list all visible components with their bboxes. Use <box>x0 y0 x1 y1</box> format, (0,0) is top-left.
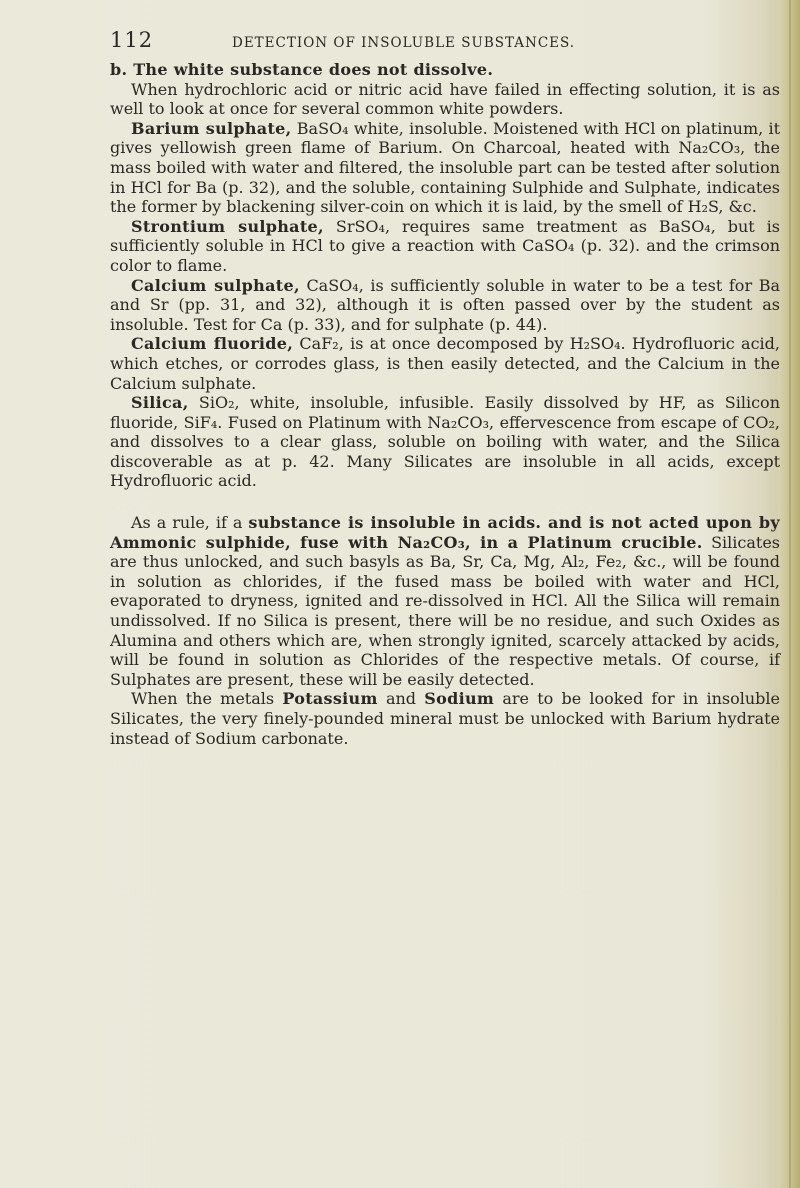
closing-paragraph <box>110 689 780 748</box>
substance-text: BaSO₄ white, insoluble. Moistened with HCl on platinum, it gives yellowish green flame of Barium. On Charcoal, heated with Na₂CO₃, the mass boiled with water and filtered, the insoluble part can be tested after solution in HCl for Ba (p. 32), and the soluble, containing Sulphide and Sulphate, indicates the former by blackening silver-coin on which it is laid, by the smell of H₂S, &c. <box>110 118 780 217</box>
closing-before: When the metals <box>131 689 275 709</box>
substance-paragraph <box>110 334 780 393</box>
section-heading: b. The white substance does not dissolve. <box>110 60 494 79</box>
rule-text: Silicates are thus unlocked, and such basyls as Ba, Sr, Ca, Mg, Al₂, Fe₂, &c., will be found in solution as chlorides, if the fused mass be boiled with water and HCl, evaporated to dryness, ignited and re-dissolved in HCl. All the Silica will remain undissolved. If no Silica is present, there will be no residue, and such Oxides as Alumina and others which are, when strongly ignited, scarcely attacked by acids, will be found in solution as Chlorides of the respective metals. Of course, if Sulphates are present, these will be easily detected. <box>110 532 780 689</box>
page-number: 112 <box>110 28 154 52</box>
page-body <box>110 60 780 748</box>
closing-middle: and <box>385 689 417 709</box>
substance-name: Silica, <box>131 393 189 413</box>
rule-lead: As a rule, if a <box>131 513 243 533</box>
substance-name: Strontium sulphate, <box>131 216 324 236</box>
substance-paragraph <box>110 276 780 335</box>
substance-text: SiO₂, white, insoluble, infusible. Easily dissolved by HF, as Silicon fluoride, SiF₄. Fused on Platinum with Na₂CO₃, effervescence from escape of CO₂, and dissolves to a clear glass, soluble on boiling with water, and the Silica discoverable as at p. 42. Many Silicates are insoluble in all acids, except Hydrofluoric acid. <box>110 393 780 491</box>
closing-sodium: Sodium <box>424 689 495 709</box>
substance-name: Calcium fluoride, <box>131 334 294 354</box>
page-edge-line <box>789 0 791 1188</box>
substance-name: Calcium sulphate, <box>131 275 300 295</box>
running-head: DETECTION OF INSOLUBLE SUBSTANCES. <box>232 35 576 51</box>
section-intro: When hydrochloric acid or nitric acid have failed in effecting solution, it is as well to look at once for several common white powders. <box>110 79 780 119</box>
substance-text: CaSO₄, is sufficiently soluble in water to be a test for Ba and Sr (pp. 31, and 32), although it is often passed over by the student as insoluble. Test for Ca (p. 33), and for sulphate (p. 44). <box>110 275 780 334</box>
substance-text: CaF₂, is at once decomposed by H₂SO₄. Hydrofluoric acid, which etches, or corrodes glass, is then easily detected, and the Calcium in the Calcium sulphate. <box>110 334 780 393</box>
closing-potassium: Potassium <box>282 689 378 709</box>
substance-paragraph <box>110 119 780 217</box>
closing-after: are to be looked for in insoluble Silicates, the very finely-pounded mineral must be unlocked with Barium hydrate instead of Sodium carbonate. <box>110 689 780 748</box>
substance-paragraph <box>110 393 780 491</box>
substance-name: Barium sulphate, <box>131 118 292 138</box>
rule-emphasis: substance is insoluble in acids. and is not acted upon by Ammonic sulphide, fuse with Na₂CO₃, in a Platinum crucible. <box>110 513 780 552</box>
substance-text: SrSO₄, requires same treatment as BaSO₄, but is sufficiently soluble in HCl to give a reaction with CaSO₄ (p. 32). and the crimson color to flame. <box>110 216 781 275</box>
rule-paragraph <box>110 513 780 689</box>
paragraph-gap <box>110 491 780 513</box>
substance-paragraph <box>110 217 780 276</box>
